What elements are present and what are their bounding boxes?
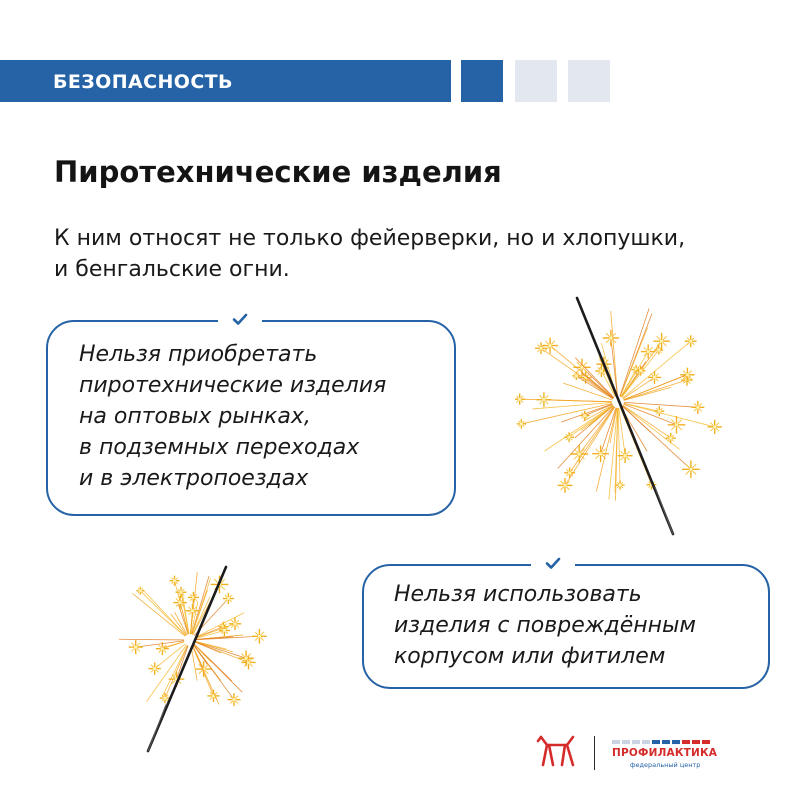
spark-star: [129, 640, 143, 654]
page-title: Пиротехнические изделия: [54, 155, 502, 189]
spark-star: [654, 406, 664, 416]
spark-star: [252, 629, 266, 643]
spark-ray: [544, 400, 612, 402]
spark-ray: [196, 642, 246, 658]
callout-line: Нельзя приобретать: [79, 342, 318, 367]
sparkler-handle: [148, 705, 166, 751]
callout-line: в подземных переходах: [79, 435, 360, 460]
spark-star: [176, 587, 187, 598]
spark-ray: [181, 592, 189, 634]
header-square-blue: [461, 60, 503, 102]
callout-line: Нельзя использовать: [394, 582, 642, 607]
spark-ray: [624, 387, 671, 400]
warning-callout-purchase: [46, 320, 456, 516]
spark-ray: [620, 308, 649, 396]
spark-star: [188, 592, 199, 603]
spark-star: [169, 576, 179, 586]
callout-line: изделия с повреждённым: [394, 613, 697, 638]
spark-star: [603, 330, 619, 346]
sparkler-stick: [148, 567, 226, 751]
header-square-light: [515, 60, 557, 102]
spark-star: [535, 342, 547, 354]
logo-stripes-icon: [612, 740, 722, 745]
spark-ray: [618, 408, 620, 485]
spark-ray: [155, 644, 186, 669]
spark-star: [515, 394, 525, 405]
spark-star: [149, 662, 161, 674]
spark-star: [558, 478, 573, 493]
warning-callout-damaged: [362, 564, 770, 689]
spark-star: [238, 650, 254, 666]
spark-star: [536, 392, 551, 407]
spark-star: [592, 445, 609, 462]
callout-line: и в электропоездах: [79, 466, 309, 491]
logo-name: ПРОФИЛАКТИКА: [612, 747, 718, 759]
check-icon: [531, 554, 575, 576]
section-label: БЕЗОПАСНОСТЬ: [53, 71, 233, 93]
check-icon: [218, 310, 262, 332]
spark-star: [572, 372, 580, 380]
spark-ray: [569, 406, 613, 438]
spark-star: [708, 420, 722, 434]
intro-line: К ним относят не только фейерверки, но и хлопушки,: [54, 226, 686, 251]
spark-ray: [620, 327, 648, 396]
callout-line: пиротехнические изделия: [79, 373, 387, 398]
spark-star: [517, 419, 526, 428]
callout-line: корпусом или фитилем: [394, 644, 666, 669]
sparkler-handle: [655, 487, 673, 534]
sparkler-stick: [577, 298, 673, 534]
sparkler-icon: [515, 282, 730, 542]
spark-star: [691, 401, 704, 414]
logo-divider: [594, 736, 595, 770]
spark-ray: [119, 639, 184, 640]
intro-line: и бенгальские огни.: [54, 257, 290, 282]
spark-star: [618, 448, 633, 463]
header-square-light: [568, 60, 610, 102]
callout-text: [394, 579, 696, 672]
logo-subtitle: федеральный центр: [630, 761, 701, 769]
spark-star: [666, 433, 676, 443]
spark-star: [685, 335, 697, 347]
spark-ray: [191, 646, 197, 681]
spark-star: [653, 333, 670, 350]
spark-star: [616, 481, 625, 490]
intro-text: [54, 223, 794, 285]
horse-logo-icon: [535, 733, 581, 769]
spark-star: [196, 661, 212, 677]
callout-line: на оптовых рынках,: [79, 404, 311, 429]
spark-star: [648, 371, 661, 384]
spark-ray: [544, 405, 613, 451]
spark-star: [228, 693, 241, 706]
callout-text: [79, 339, 386, 494]
sparkler-icon: [100, 555, 275, 760]
